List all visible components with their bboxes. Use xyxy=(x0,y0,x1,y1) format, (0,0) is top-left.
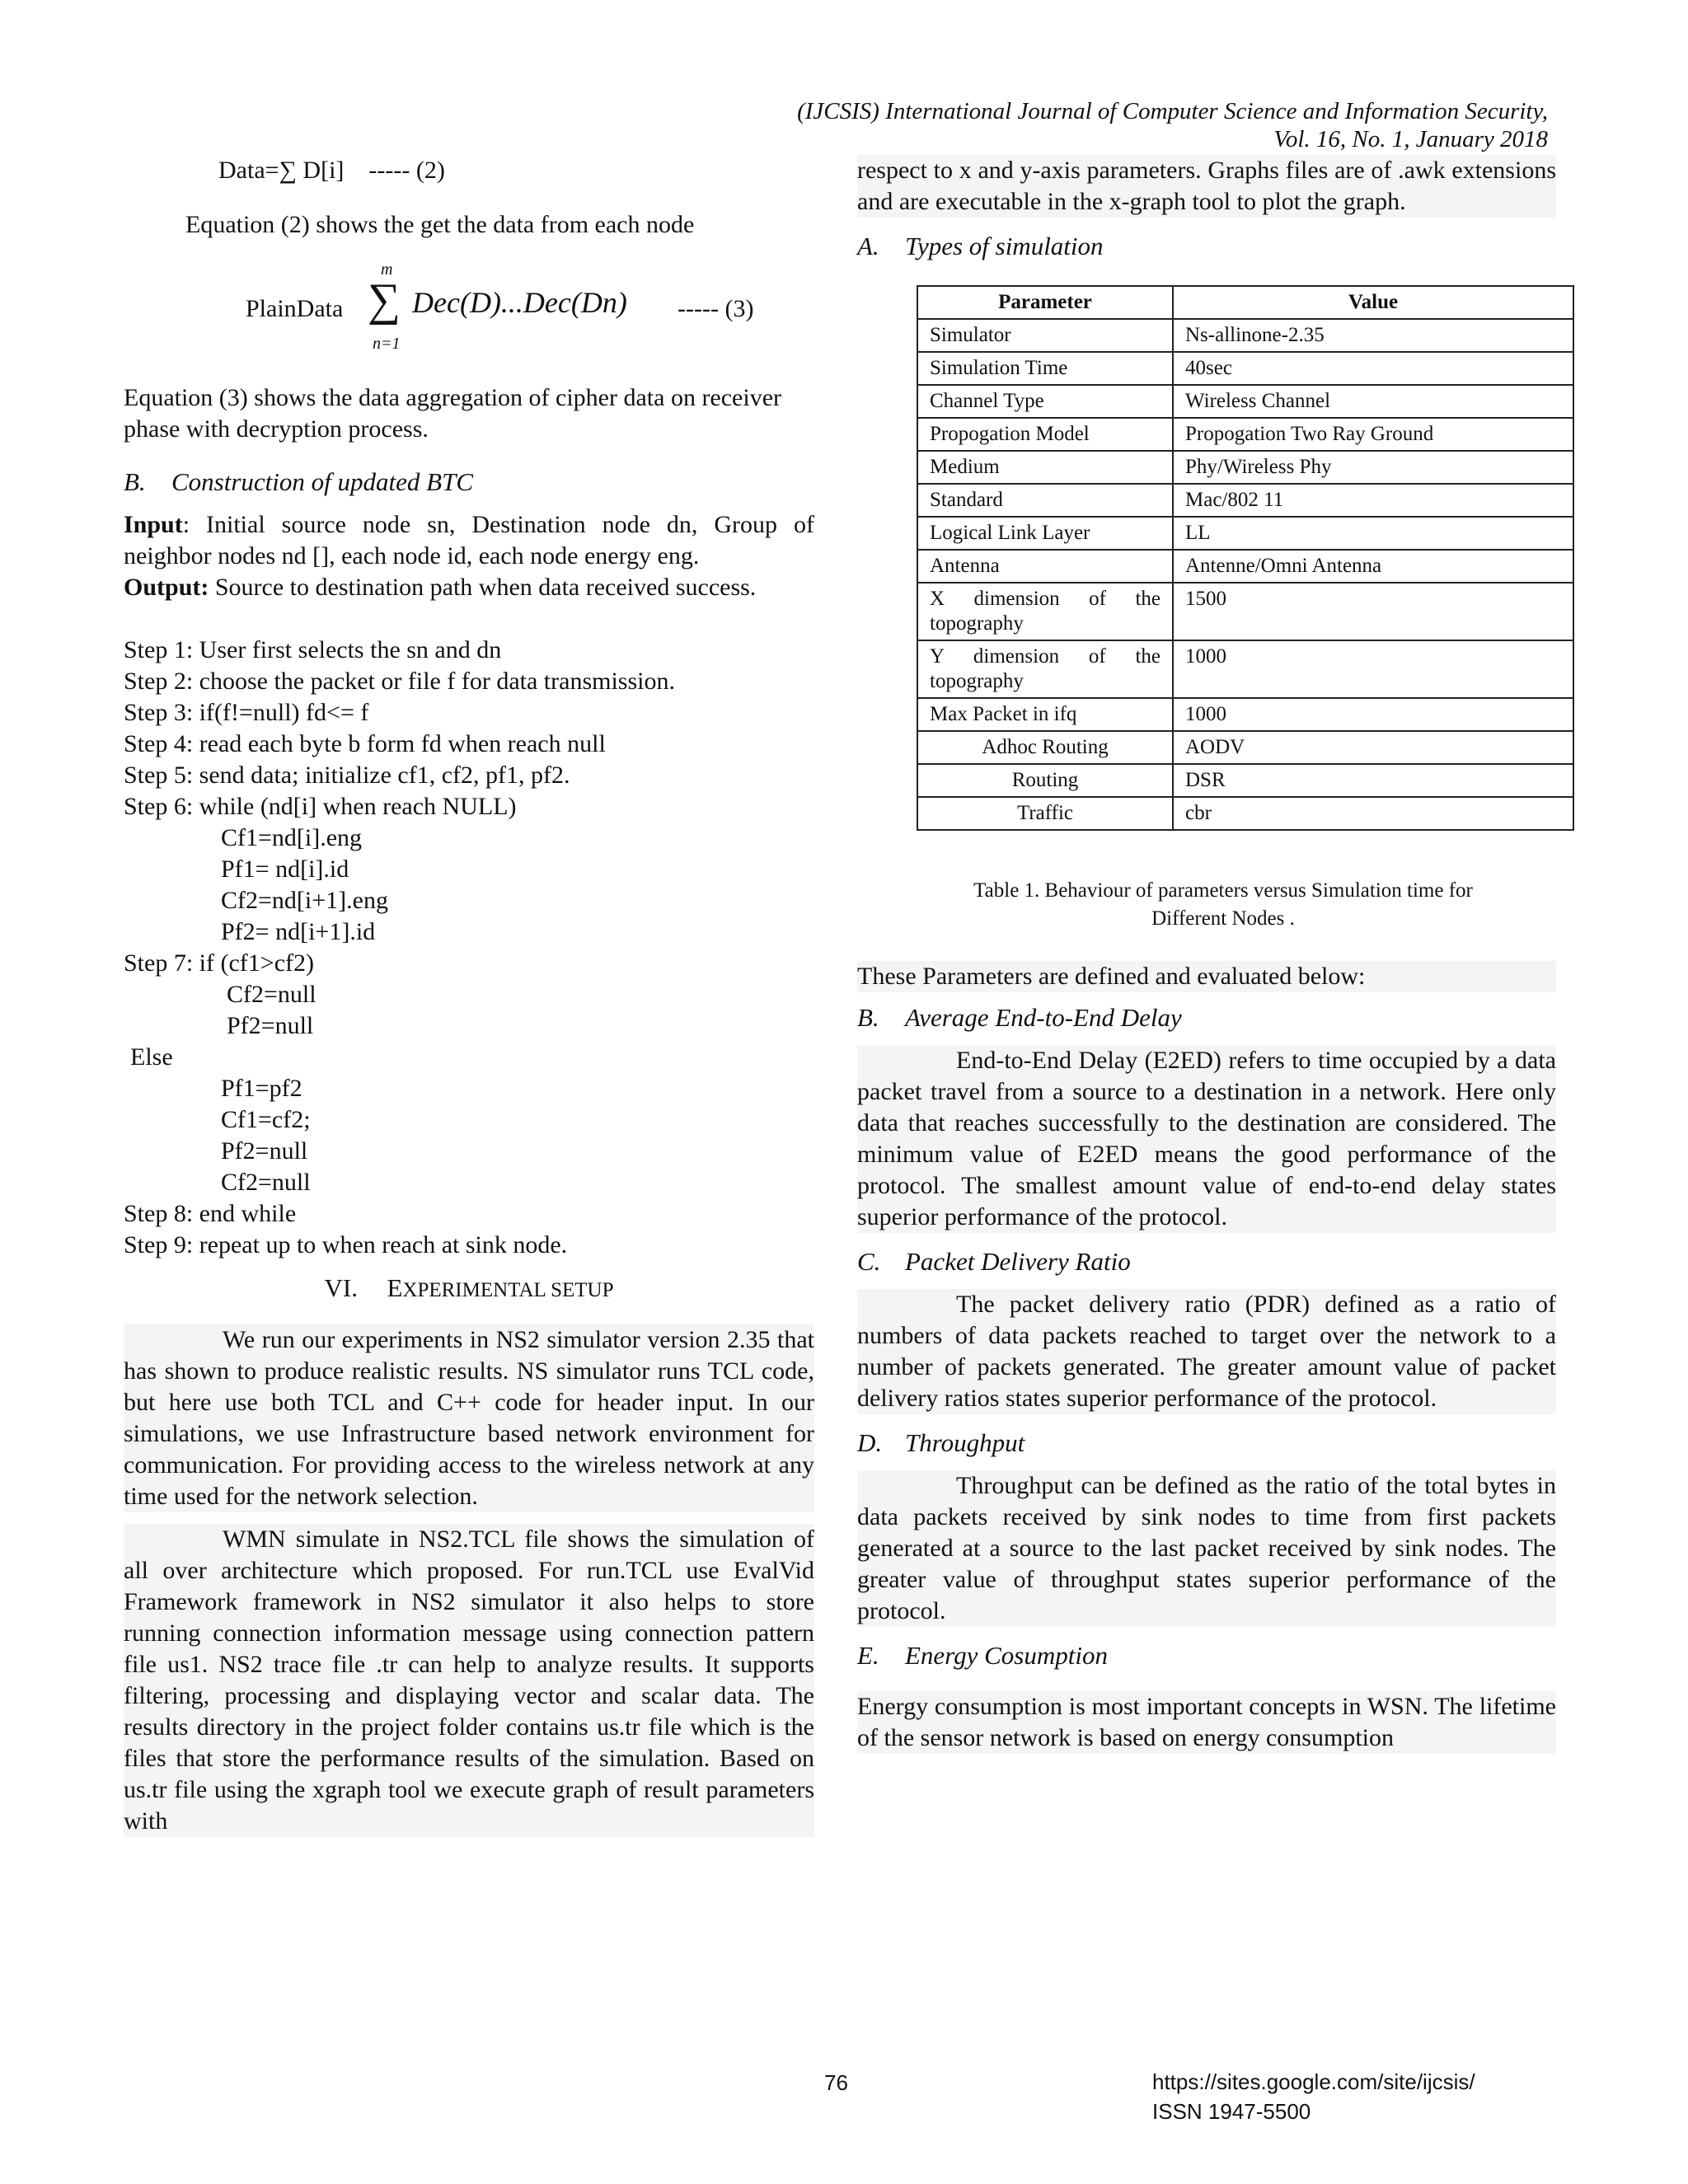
step-line: Step 5: send data; initialize cf1, cf2, pf1, pf2. xyxy=(124,762,570,789)
issn-text: ISSN 1947-5500 xyxy=(1152,2099,1311,2124)
section-a-letter: A. xyxy=(857,232,879,260)
table-row xyxy=(917,484,1573,517)
step-line: Step 3: if(f!=null) fd<= f xyxy=(124,699,369,726)
journal-title: (IJCSIS) International Journal of Computer Science and Information Security, xyxy=(797,98,1548,124)
output-text: Source to destination path when data received success. xyxy=(209,574,757,601)
table-cell: X dimension of the topography xyxy=(917,583,1173,640)
section-vi-initial: E xyxy=(387,1273,403,1302)
section-c-title: Packet Delivery Ratio xyxy=(905,1247,1131,1276)
table-row xyxy=(917,698,1573,731)
table-cell: 1500 xyxy=(1173,583,1573,640)
table-cell: 40sec xyxy=(1173,352,1573,385)
step-body-line: Pf2=null xyxy=(227,1012,314,1039)
table-row xyxy=(917,764,1573,797)
table-cell: Routing xyxy=(917,764,1173,797)
continuation-paragraph: respect to x and y-axis parameters. Graphs files are of .awk extensions and are executable in the x-graph tool to plot the graph. xyxy=(857,155,1556,218)
section-b-right-title: Average End-to-End Delay xyxy=(905,1003,1182,1032)
left-column xyxy=(124,155,814,1837)
step-body-line: Cf2=null xyxy=(227,981,316,1008)
equation-3-tag: ----- (3) xyxy=(678,295,754,322)
table-caption xyxy=(857,877,1556,933)
section-d-title: Throughput xyxy=(905,1428,1025,1457)
equation-3-upper: m xyxy=(381,260,393,279)
section-b-letter: B. xyxy=(124,467,146,496)
table-cell: Propogation Two Ray Ground xyxy=(1173,418,1573,451)
step-body-line: Pf2=null xyxy=(221,1137,308,1165)
table-header-cell: Value xyxy=(1173,286,1573,319)
section-vi-heading xyxy=(124,1272,814,1306)
table-cell: 1000 xyxy=(1173,698,1573,731)
input-text: : Initial source node sn, Destination node dn, Group of neighbor nodes nd [], each node id, each node energy eng. xyxy=(124,511,814,569)
table-cell: Simulator xyxy=(917,319,1173,352)
section-e-title: Energy Cosumption xyxy=(905,1641,1108,1670)
section-e-heading xyxy=(857,1640,1556,1671)
section-b-right-letter: B. xyxy=(857,1003,879,1032)
energy-paragraph: Energy consumption is most important concepts in WSN. The lifetime of the sensor network is based on energy consumption xyxy=(857,1691,1556,1754)
table-row xyxy=(917,550,1573,583)
parameters-table xyxy=(917,285,1574,831)
table-cell: Simulation Time xyxy=(917,352,1173,385)
table-row xyxy=(917,418,1573,451)
table-cell: Antenna xyxy=(917,550,1173,583)
table-cell: Wireless Channel xyxy=(1173,385,1573,418)
table-cell: Traffic xyxy=(917,797,1173,830)
table-row xyxy=(917,451,1573,484)
table-cell: Medium xyxy=(917,451,1173,484)
e2ed-paragraph: End-to-End Delay (E2ED) refers to time occupied by a data packet travel from a source to a destination in a network. Here only data that reaches successfully to the destination are considered. The minimum value of E2ED means the good performance of the protocol. The smallest amount value of end-to-end delay states superior performance of the protocol. xyxy=(857,1045,1556,1233)
equation-3-body: Dec(D)...Dec(Dn) xyxy=(412,286,627,319)
pdr-paragraph: The packet delivery ratio (PDR) defined as a ratio of numbers of data packets reached to target over the network to a number of packets generated. The greater amount value of packet delivery ratios states superior performance of the protocol. xyxy=(857,1289,1556,1414)
section-d-letter: D. xyxy=(857,1428,883,1457)
section-vi-title: XPERIMENTAL SETUP xyxy=(402,1279,614,1301)
table-row xyxy=(917,517,1573,550)
step-line: Step 9: repeat up to when reach at sink node. xyxy=(124,1231,568,1258)
step-line: Step 7: if (cf1>cf2) xyxy=(124,949,315,977)
step-body-line: Cf1=nd[i].eng xyxy=(221,824,363,851)
right-column xyxy=(857,155,1556,1754)
step-body-line: Cf1=cf2; xyxy=(221,1106,311,1133)
table-cell: Antenne/Omni Antenna xyxy=(1173,550,1573,583)
step-line: Step 6: while (nd[i] when reach NULL) xyxy=(124,793,517,820)
table-header-cell: Parameter xyxy=(917,286,1173,319)
step-line: Step 8: end while xyxy=(124,1200,297,1227)
input-label: Input xyxy=(124,511,183,538)
table-row xyxy=(917,352,1573,385)
equation-3-lower: n=1 xyxy=(373,335,401,353)
output-paragraph xyxy=(124,572,814,603)
section-b-title: Construction of updated BTC xyxy=(171,467,473,496)
table-cell: Channel Type xyxy=(917,385,1173,418)
journal-header xyxy=(724,97,1548,153)
parameters-intro: These Parameters are defined and evaluated below: xyxy=(857,961,1556,992)
table-cell: Propogation Model xyxy=(917,418,1173,451)
equation-3 xyxy=(124,257,814,364)
experiment-paragraph-2: WMN simulate in NS2.TCL file shows the simulation of all over architecture which proposed. For run.TCL use EvalVid Framework framework in NS2 simulator it also helps to store running connection information message using connection pattern file us1. NS2 trace file .tr can help to analyze results. It supports filtering, processing and displaying vector and scalar data. The results directory in the project folder contains us.tr file which is the files that store the performance results of the simulation. Based on us.tr file using the xgraph tool we execute graph of result parameters with xyxy=(124,1524,814,1837)
section-vi-number: VI. xyxy=(324,1273,358,1302)
experiment-paragraph-1: We run our experiments in NS2 simulator version 2.35 that has shown to produce realistic results. NS simulator runs TCL code, but here use both TCL and C++ code for header input. In our simulations, we use Infrastructure based network environment for communication. For providing access to the wireless network at any time used for the network selection. xyxy=(124,1324,814,1512)
table-header-row xyxy=(917,286,1573,319)
table-row xyxy=(917,319,1573,352)
table-cell: Standard xyxy=(917,484,1173,517)
equation-3-text: Equation (3) shows the data aggregation of cipher data on receiver phase with decryption process. xyxy=(124,384,782,443)
table-cell: Logical Link Layer xyxy=(917,517,1173,550)
equation-2: Data=∑ D[i] ----- (2) xyxy=(218,157,445,184)
page-number: 76 xyxy=(824,2070,848,2095)
else-line: Else xyxy=(130,1043,173,1071)
table-row xyxy=(917,385,1573,418)
input-paragraph xyxy=(124,509,814,572)
section-a-heading xyxy=(857,231,1556,262)
footer-info xyxy=(1152,2067,1475,2126)
step-body-line: Pf1= nd[i].id xyxy=(221,855,349,883)
step-body-line: Cf2=null xyxy=(221,1169,311,1196)
throughput-paragraph: Throughput can be defined as the ratio of the total bytes in data packets received by sink nodes to time from first packets generated at a source to the last packet received by sink nodes. The greater value of throughput states superior performance of the protocol. xyxy=(857,1470,1556,1627)
table-cell: cbr xyxy=(1173,797,1573,830)
table-cell: Y dimension of the topography xyxy=(917,640,1173,698)
table-cell: DSR xyxy=(1173,764,1573,797)
table-row xyxy=(917,583,1573,640)
table-cell: Ns-allinone-2.35 xyxy=(1173,319,1573,352)
table-cell: AODV xyxy=(1173,731,1573,764)
table-cell: Mac/802 11 xyxy=(1173,484,1573,517)
equation-3-label: PlainData xyxy=(246,295,344,322)
step-line: Step 4: read each byte b form fd when reach null xyxy=(124,730,606,757)
step-body-line: Pf2= nd[i+1].id xyxy=(221,918,376,945)
table-row xyxy=(917,640,1573,698)
output-label: Output: xyxy=(124,574,209,601)
section-e-letter: E. xyxy=(857,1641,879,1670)
journal-url[interactable]: https://sites.google.com/site/ijcsis/ xyxy=(1152,2069,1475,2094)
table-caption-line: Different Nodes . xyxy=(1151,907,1295,930)
step-line: Step 2: choose the packet or file f for data transmission. xyxy=(124,668,675,695)
section-b-right-heading xyxy=(857,1002,1556,1033)
algorithm-steps xyxy=(124,635,814,1261)
section-b-heading xyxy=(124,466,814,498)
section-d-heading xyxy=(857,1427,1556,1459)
step-line: Step 1: User first selects the sn and dn xyxy=(124,636,502,663)
journal-volume: Vol. 16, No. 1, January 2018 xyxy=(1273,126,1548,152)
table-caption-line: Table 1. Behaviour of parameters versus Simulation time for xyxy=(973,879,1473,902)
equation-2-text: Equation (2) shows the get the data from each node xyxy=(185,211,695,238)
table-row xyxy=(917,797,1573,830)
step-body-line: Pf1=pf2 xyxy=(221,1075,302,1102)
table-row xyxy=(917,731,1573,764)
section-c-heading xyxy=(857,1246,1556,1277)
table-cell: 1000 xyxy=(1173,640,1573,698)
table-cell: Phy/Wireless Phy xyxy=(1173,451,1573,484)
sigma-symbol: ∑ xyxy=(368,274,401,326)
table-cell: Max Packet in ifq xyxy=(917,698,1173,731)
step-body-line: Cf2=nd[i+1].eng xyxy=(221,887,388,914)
table-cell: Adhoc Routing xyxy=(917,731,1173,764)
section-a-title: Types of simulation xyxy=(905,232,1104,260)
section-c-letter: C. xyxy=(857,1247,881,1276)
table-cell: LL xyxy=(1173,517,1573,550)
